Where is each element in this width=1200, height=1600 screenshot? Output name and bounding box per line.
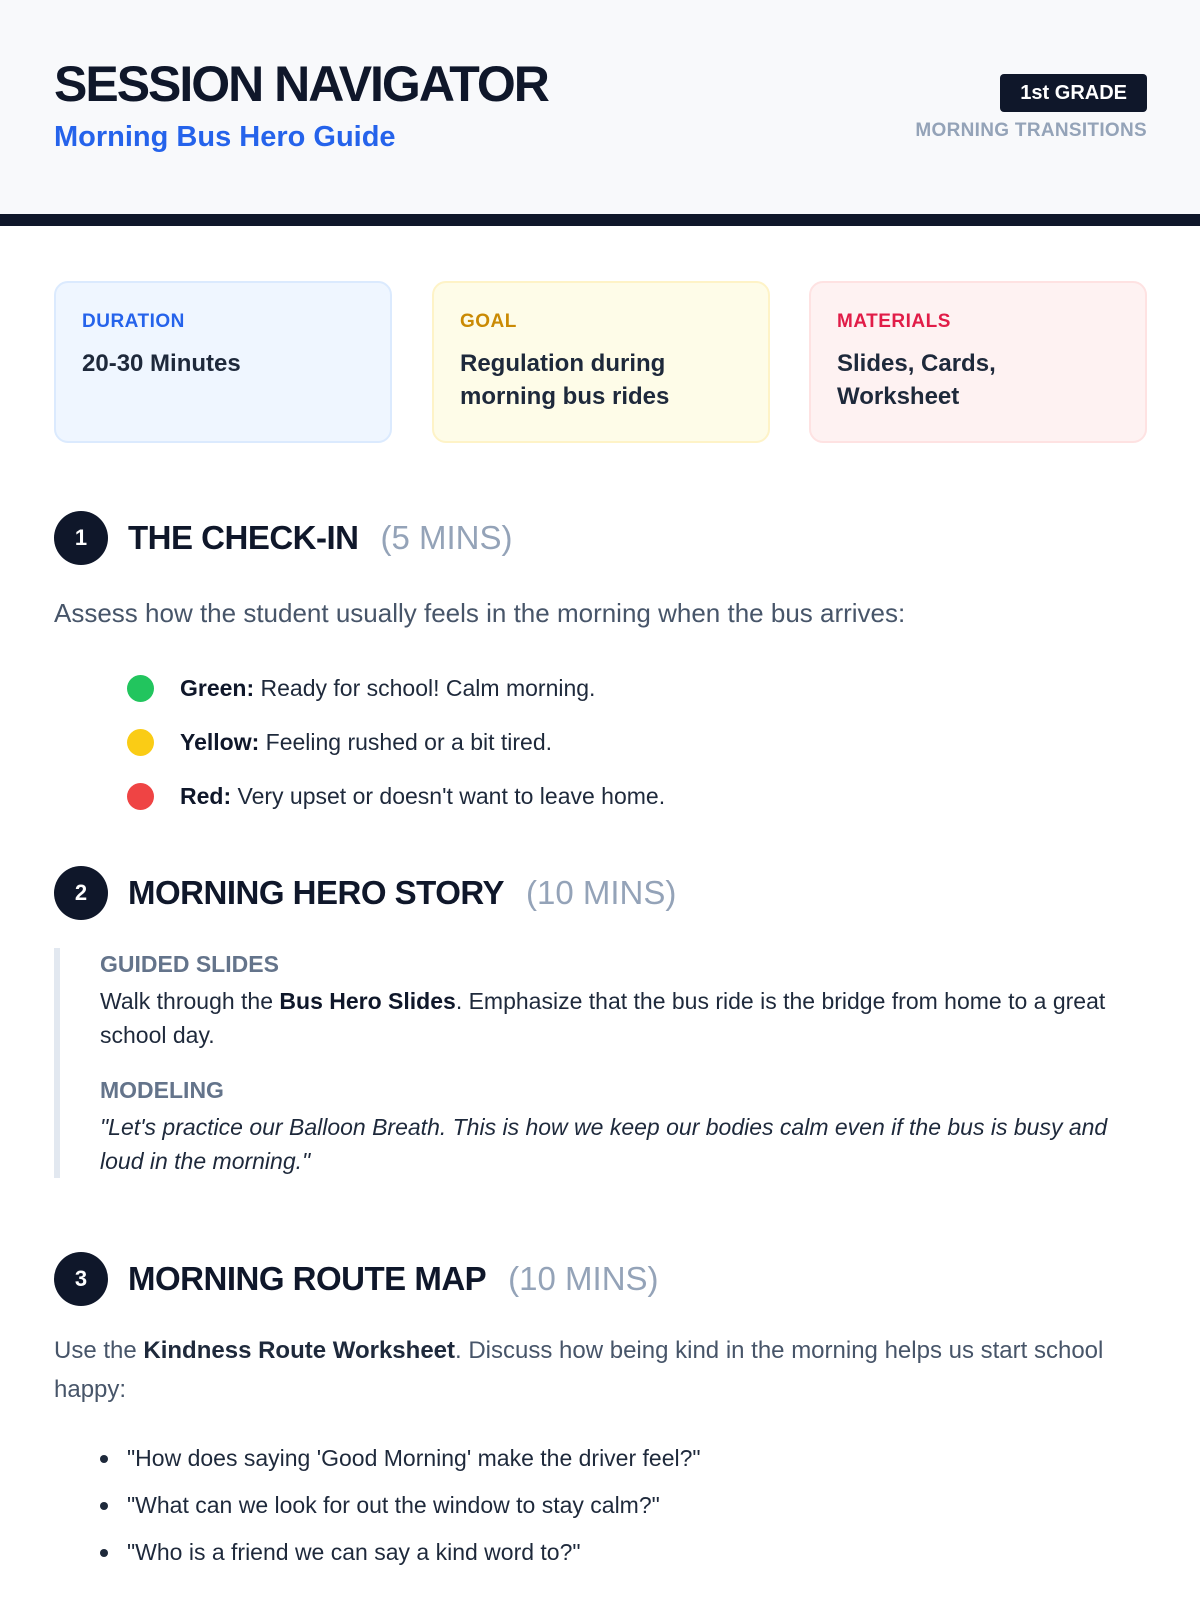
materials-value-line: Slides, Cards, [837, 350, 996, 377]
section-route-map-header [54, 1252, 659, 1306]
mood-label: Red: [180, 782, 232, 809]
mood-description: Feeling rushed or a bit tired. [265, 728, 553, 755]
page-subtitle: Morning Bus Hero Guide [54, 121, 396, 153]
step-number-badge: 3 [54, 1252, 108, 1306]
check-in-instructions: Assess how the student usually feels in the morning when the bus arrives: [54, 598, 906, 628]
guided-slides-label: GUIDED SLIDES [100, 951, 279, 977]
route-text-pre: Use the [54, 1337, 144, 1364]
section-title: MORNING ROUTE MAP [128, 1260, 487, 1297]
route-text-highlight: Kindness Route Worksheet [143, 1337, 456, 1364]
page-title: SESSION NAVIGATOR [54, 56, 548, 112]
goal-value [460, 347, 742, 413]
route-text-post: . Discuss how being kind in the morning helps us start school happy: [54, 1337, 1104, 1403]
mood-text [180, 783, 665, 810]
section-check-in-header [54, 511, 513, 565]
section-hero-story-header [54, 866, 676, 920]
materials-value [837, 347, 1119, 413]
bullet-icon [100, 1455, 108, 1463]
topic-label: MORNING TRANSITIONS [915, 120, 1147, 141]
mood-list [127, 661, 665, 823]
section-title: THE CHECK-IN [128, 519, 359, 556]
mood-description: Ready for school! Calm morning. [260, 674, 596, 701]
hero-story-block [54, 948, 1150, 1178]
section-title: MORNING HERO STORY [128, 874, 505, 911]
materials-value-line: Worksheet [837, 383, 960, 410]
goal-label: GOAL [460, 311, 517, 332]
discussion-prompts [100, 1435, 701, 1576]
list-item [100, 1529, 701, 1576]
modeling-quote: "Let's practice our Balloon Breath. This is how we keep our bodies calm even if the bus is busy and loud in the morning." [100, 1114, 1108, 1174]
mood-label: Yellow: [180, 728, 260, 755]
goal-value-line: Regulation during [460, 350, 666, 377]
red-status-dot [127, 783, 154, 810]
section-duration: (10 MINS) [526, 874, 677, 911]
route-map-instructions [54, 1331, 1154, 1409]
mood-item-yellow [127, 715, 665, 769]
guided-text-pre: Walk through the [100, 988, 280, 1014]
mood-text [180, 675, 595, 702]
mood-text [180, 729, 552, 756]
step-number-badge: 2 [54, 866, 108, 920]
bullet-icon [100, 1502, 108, 1510]
goal-card [432, 281, 770, 443]
page-header [0, 0, 1200, 214]
mood-item-green [127, 661, 665, 715]
mood-description: Very upset or doesn't want to leave home. [237, 782, 666, 809]
green-status-dot [127, 675, 154, 702]
step-number-badge: 1 [54, 511, 108, 565]
section-duration: (10 MINS) [508, 1260, 659, 1297]
materials-label: MATERIALS [837, 311, 951, 332]
duration-value: 20-30 Minutes [82, 350, 241, 377]
bullet-icon [100, 1549, 108, 1557]
guided-text-post: . Emphasize that the bus ride is the bridge from home to a great school day. [100, 988, 1106, 1048]
header-divider [0, 214, 1200, 226]
duration-label: DURATION [82, 311, 185, 332]
grade-badge: 1st GRADE [1000, 74, 1147, 112]
materials-card [809, 281, 1147, 443]
prompt-text: "Who is a friend we can say a kind word to?" [127, 1539, 581, 1565]
section-duration: (5 MINS) [380, 519, 513, 556]
guided-text-highlight: Bus Hero Slides [279, 988, 456, 1014]
prompt-text: "What can we look for out the window to stay calm?" [127, 1492, 660, 1518]
mood-label: Green: [180, 674, 255, 701]
mood-item-red [127, 769, 665, 823]
duration-card [54, 281, 392, 443]
yellow-status-dot [127, 729, 154, 756]
guided-slides-text [100, 984, 1150, 1052]
list-item [100, 1482, 701, 1529]
goal-value-line: morning bus rides [460, 383, 670, 410]
prompt-text: "How does saying 'Good Morning' make the driver feel?" [127, 1445, 701, 1471]
list-item [100, 1435, 701, 1482]
modeling-label: MODELING [100, 1077, 224, 1103]
